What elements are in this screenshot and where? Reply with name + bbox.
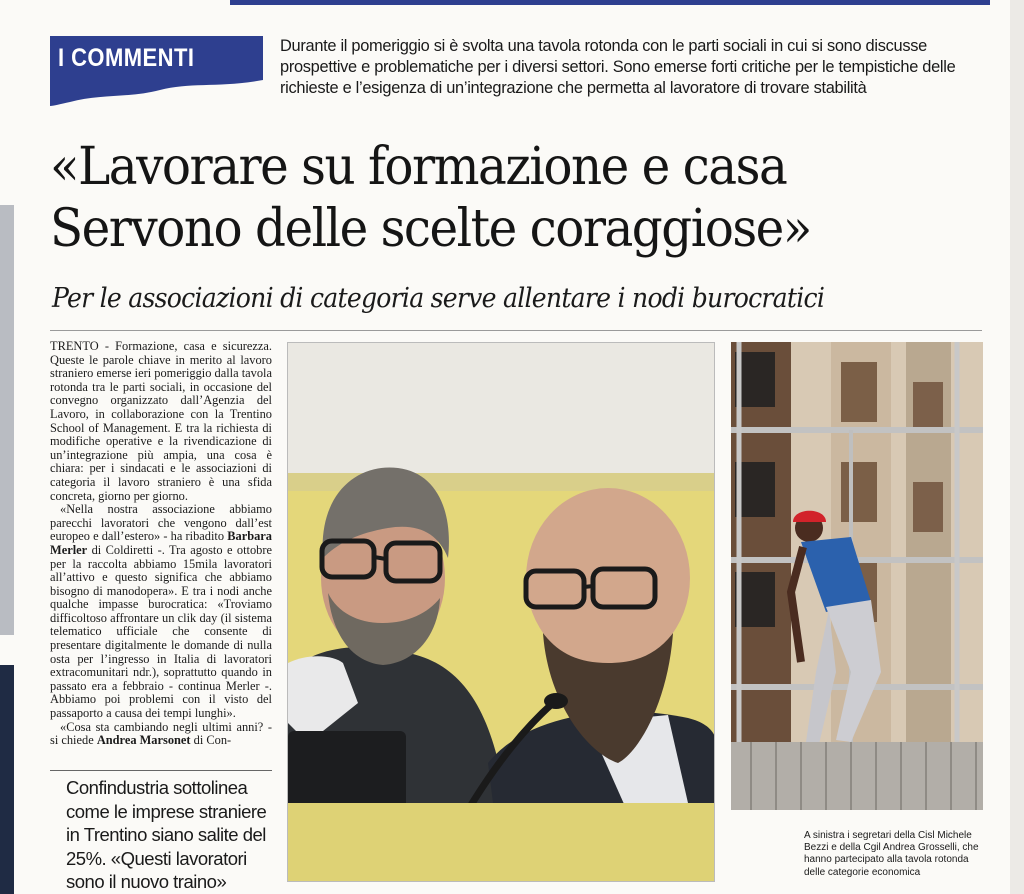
article-kicker: Durante il pomeriggio si è svolta una tavola rotonda con le parti sociali in cui si sono discusse prospettive e problematiche per i diversi settori. Sono emerse forti critiche per le tempistiche delle richieste e l’esigenza di un’integrazione che permetta al lavoratore di trovare stabilità <box>280 37 956 97</box>
headline-line-2: Servono delle scelte coraggiose» <box>50 199 811 259</box>
section-tag-label: I COMMENTI <box>58 44 195 72</box>
person-name: Andrea Marsonet <box>96 733 191 748</box>
body-text: di Con- <box>193 733 232 748</box>
photo-panel-worker <box>731 342 983 810</box>
speakers-photo <box>288 343 715 882</box>
divider <box>50 330 982 331</box>
body-text: «Cosa sta cambiando negli ultimi anni? - si chiede <box>50 719 272 748</box>
article-headline <box>50 136 934 260</box>
photo-panel-speakers <box>287 342 715 882</box>
pullquote-rule <box>50 770 272 771</box>
pullquote: Confindustria sottolinea come le imprese straniere in Trentino siano salite del 25%. «Questi lavoratori sono il nuovo traino» <box>66 777 267 892</box>
worker-photo <box>731 342 983 810</box>
top-color-rule <box>230 0 990 5</box>
body-text: di Coldiretti -. Tra agosto e ottobre per la raccolta abbiamo 15mila lavoratori all’attivo e questo significa che abbiamo bisogno di manodopera». E tra i nodi anche qualche impasse burocratica: «Troviamo difficoltoso affrontare un clik day (il sistema telematico ufficiale che consente di presentare digitalmente le domande di nulla osta per l’ingresso in Italia di lavoratori extracomunitari ndr.), soprattutto quando in passato era a febbraio - continua Merler -. Abbiamo poi problemi con il visto del passaporto a causa dei tempi lunghi». <box>50 542 272 721</box>
body-paragraph-3 <box>50 721 272 748</box>
body-paragraph-2 <box>50 503 272 721</box>
body-text: «Nella nostra associazione abbiamo parecchi lavoratori che vengono dall’est europeo e dall’estero» - ha ribadito <box>50 502 272 544</box>
person-name: Barbara Merler <box>50 529 272 557</box>
body-paragraph-1: TRENTO - Formazione, casa e sicurezza. Queste le parole chiave in merito al lavoro straniero emerse ieri pomeriggio dalla tavola rotonda tra le parti sociali, in occasione del convegno organizzato dall’Agenzia del Lavoro, in collaborazione con la Trentino School of Management. E tra la richiesta di modifiche operative e la rivendicazione di un’integrazione più ampia, una cosa è chiara: per i sindacati e le associazioni di categoria il lavoro straniero è una sfida concreta, giorno per giorno. <box>50 339 272 503</box>
adjacent-page-strip <box>0 205 14 635</box>
photo-caption: A sinistra i segretari della Cisl Michele Bezzi e della Cgil Andrea Grosselli, che hanno partecipato alla tavola rotonda delle categorie economica <box>804 830 979 878</box>
adjacent-page-strip-dark <box>0 665 14 894</box>
article-body <box>50 340 272 748</box>
section-tag <box>50 36 263 106</box>
page-edge <box>1010 0 1024 894</box>
headline-line-1: «Lavorare su formazione e casa <box>50 137 787 197</box>
article-subheadline: Per le associazioni di categoria serve allentare i nodi burocratici <box>52 283 825 314</box>
